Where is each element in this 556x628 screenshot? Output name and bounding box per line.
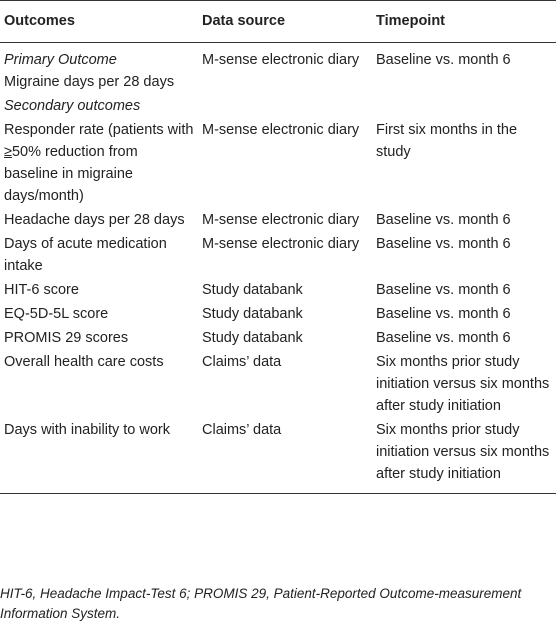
cell-outcome: EQ-5D-5L score <box>4 306 109 322</box>
cell-outcome: Days with inability to work <box>0 418 198 494</box>
cell-source: Claims’ data <box>198 418 372 494</box>
cell-timepoint: Baseline vs. month 6 <box>376 52 511 68</box>
cell-outcome: PROMIS 29 scores <box>4 330 129 346</box>
primary-outcome-label: Primary Outcome <box>4 52 117 68</box>
cell-timepoint: First six months in the study <box>376 122 518 160</box>
cell-timepoint: Baseline vs. month 6 <box>376 236 511 252</box>
table-row <box>0 418 556 494</box>
header-outcomes: Outcomes <box>0 1 198 43</box>
cell-timepoint: Baseline vs. month 6 <box>376 306 511 322</box>
cell-outcome: Days of acute medication intake <box>4 236 167 274</box>
table-row-secondary-heading <box>0 94 556 118</box>
cell-outcome: Overall health care costs <box>4 354 164 370</box>
header-data-source: Data source <box>198 1 372 43</box>
cell-source: M-sense electronic diary <box>202 122 360 138</box>
cell-outcome <box>0 118 198 208</box>
table-row <box>0 118 556 208</box>
table-row <box>0 326 556 350</box>
responder-text-suffix: 50% reduction from baseline in migraine days/month) <box>4 144 138 204</box>
table-header-row <box>0 1 556 43</box>
cell-outcome: HIT-6 score <box>4 282 79 298</box>
header-timepoint: Timepoint <box>372 1 556 43</box>
table-row <box>0 302 556 326</box>
cell-source: Study databank <box>202 330 303 346</box>
ge-symbol: ≥ <box>4 144 12 160</box>
cell-source: Claims’ data <box>202 354 282 370</box>
cell-source: M-sense electronic diary <box>202 212 360 228</box>
cell-source: Study databank <box>202 306 303 322</box>
table-row <box>0 208 556 232</box>
cell-outcome <box>0 43 198 95</box>
table-row <box>0 350 556 418</box>
cell-timepoint: Baseline vs. month 6 <box>376 282 511 298</box>
table-row <box>0 278 556 302</box>
cell-outcome: Headache days per 28 days <box>4 212 185 228</box>
cell-timepoint: Six months prior study initiation versus six months after study initiation <box>372 418 556 494</box>
cell-source: M-sense electronic diary <box>202 52 360 68</box>
cell-source: M-sense electronic diary <box>202 236 360 252</box>
table-row-primary <box>0 43 556 95</box>
primary-outcome-name: Migraine days per 28 days <box>4 74 175 90</box>
table-footnote: HIT-6, Headache Impact-Test 6; PROMIS 29, Patient-Reported Outcome-measurement Information System. <box>0 586 522 621</box>
table-row <box>0 232 556 278</box>
cell-timepoint: Baseline vs. month 6 <box>376 212 511 228</box>
cell-timepoint: Baseline vs. month 6 <box>376 330 511 346</box>
cell-timepoint: Six months prior study initiation versus six months after study initiation <box>376 354 550 414</box>
secondary-outcomes-label: Secondary outcomes <box>4 98 141 114</box>
responder-text-prefix: Responder rate (patients with <box>4 122 194 138</box>
cell-source: Study databank <box>202 282 303 298</box>
